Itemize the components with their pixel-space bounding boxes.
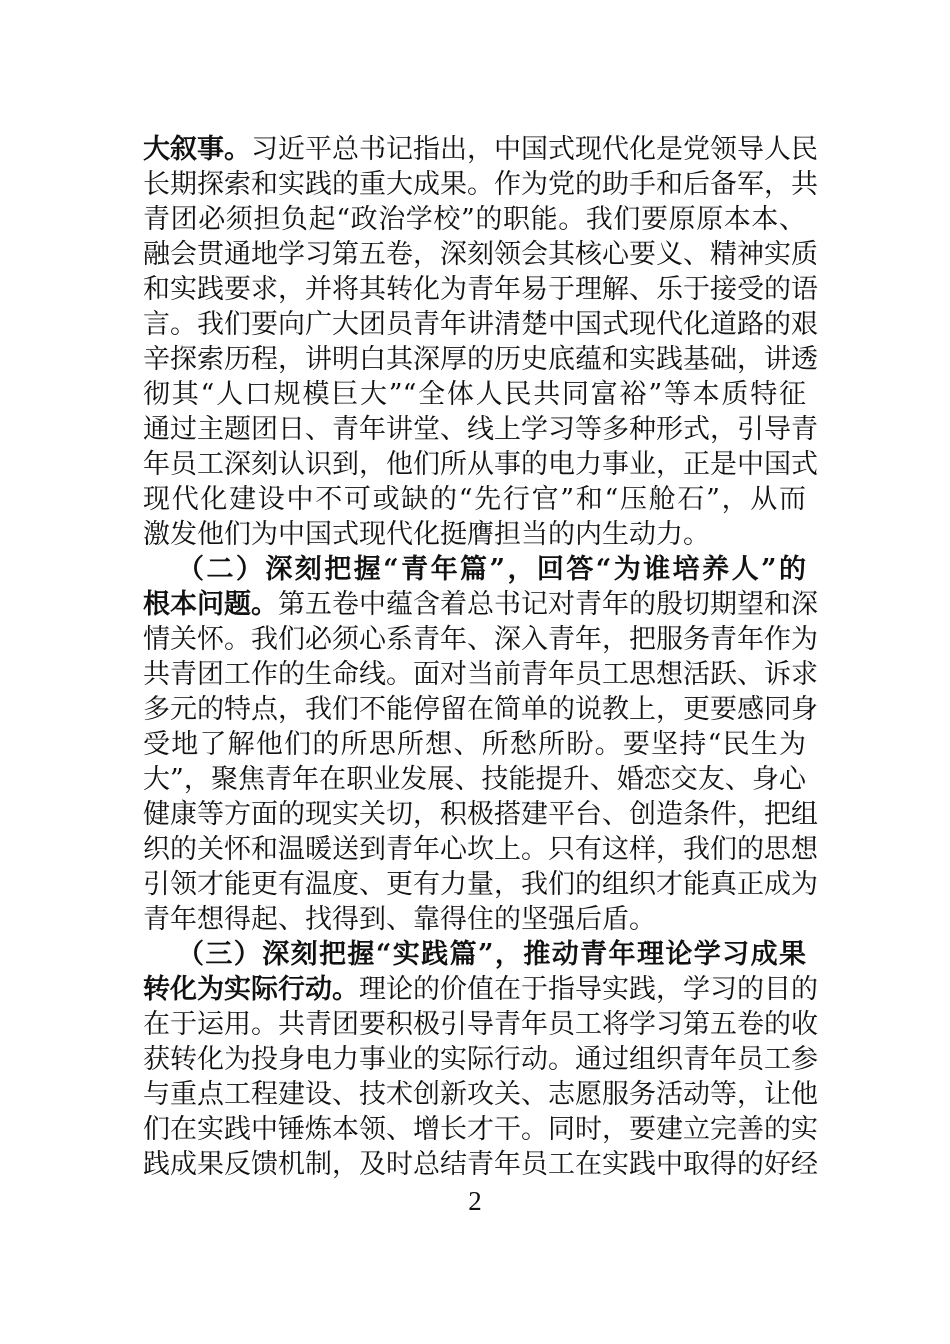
body-text: 与重点工程建设、技术创新攻关、志愿服务活动等，让他 [143,1079,818,1110]
text-line [143,1042,818,1077]
text-line [143,727,806,762]
text-line [143,482,806,517]
bold-heading-text: 大叙事。 [143,134,251,165]
text-line [143,657,818,692]
bold-heading-text: （二）深刻把握“青年篇”，回答“为谁培养人”的 [177,554,806,585]
body-text: 习近平总书记指出，中国式现代化是党领导人民 [251,134,818,165]
body-text: 激发他们为中国式现代化挺膺担当的内生动力。 [143,519,710,550]
text-line [143,587,818,622]
text-line [143,622,818,657]
text-line [143,167,818,202]
paragraph [143,552,818,937]
text-line [143,1147,818,1182]
text-line [143,972,818,1007]
body-text: 辛探索历程，讲明白其深厚的历史底蕴和实践基础，讲透 [143,344,818,375]
text-line [143,447,818,482]
text-line [143,202,806,237]
text-line [143,1112,818,1147]
text-line [143,552,806,587]
body-text: 和实践要求，并将其转化为青年易于理解、乐于接受的语 [143,274,818,305]
paragraph [143,132,818,552]
body-text: 年员工深刻认识到，他们所从事的电力事业，正是中国式 [143,449,818,480]
bold-heading-text: （三）深刻把握“实践篇”，推动青年理论学习成果 [177,939,806,970]
body-text: 青年想得起、找得到、靠得住的坚强后盾。 [143,904,656,935]
body-text: 健康等方面的现实关切，积极搭建平台、创造条件，把组 [143,799,818,830]
text-line [143,307,818,342]
text-line [143,867,818,902]
body-text: 获转化为投身电力事业的实际行动。通过组织青年员工参 [143,1044,818,1075]
body-text: 情关怀。我们必须心系青年、深入青年，把服务青年作为 [143,624,818,655]
text-line [143,272,818,307]
body-text: 大”，聚焦青年在职业发展、技能提升、婚恋交友、身心 [143,764,806,795]
body-text: 们在实践中锤炼本领、增长才干。同时，要建立完善的实 [143,1114,818,1145]
body-text: 青团必须担负起“政治学校”的职能。我们要原原本本、 [143,204,806,235]
text-line [143,797,818,832]
body-text: 受地了解他们的所思所想、所愁所盼。要坚持“民生为 [143,729,806,760]
text-line [143,692,818,727]
body-text: 第五卷中蕴含着总书记对青年的殷切期望和深 [278,589,818,620]
text-line [143,377,806,412]
document-body [143,132,818,1182]
body-text: 在于运用。共青团要积极引导青年员工将学习第五卷的收 [143,1009,818,1040]
body-text: 践成果反馈机制，及时总结青年员工在实践中取得的好经 [143,1149,818,1180]
body-text: 长期探索和实践的重大成果。作为党的助手和后备军，共 [143,169,818,200]
body-text: 多元的特点，我们不能停留在简单的说教上，更要感同身 [143,694,818,725]
body-text: 理论的价值在于指导实践，学习的目的 [359,974,818,1005]
text-line [143,132,818,167]
text-line [143,937,806,972]
text-line [143,762,806,797]
bold-heading-text: 根本问题。 [143,589,278,620]
text-line [143,412,818,447]
text-line [143,1077,818,1112]
page-number: 2 [468,1186,482,1216]
body-text: 通过主题团日、青年讲堂、线上学习等多种形式，引导青 [143,414,818,445]
text-line [143,832,818,867]
body-text: 彻其“人口规模巨大”“全体人民共同富裕”等本质特征 [143,379,806,410]
paragraph [143,937,818,1182]
body-text: 引领才能更有温度、更有力量，我们的组织才能真正成为 [143,869,818,900]
body-text: 共青团工作的生命线。面对当前青年员工思想活跃、诉求 [143,659,818,690]
body-text: 现代化建设中不可或缺的“先行官”和“压舱石”，从而 [143,484,806,515]
bold-heading-text: 转化为实际行动。 [143,974,359,1005]
body-text: 言。我们要向广大团员青年讲清楚中国式现代化道路的艰 [143,309,818,340]
text-line [143,237,818,272]
body-text: 织的关怀和温暖送到青年心坎上。只有这样，我们的思想 [143,834,818,865]
text-line [143,902,806,937]
text-line [143,342,818,377]
text-line [143,517,806,552]
text-line [143,1007,818,1042]
body-text: 融会贯通地学习第五卷，深刻领会其核心要义、精神实质 [143,239,818,270]
